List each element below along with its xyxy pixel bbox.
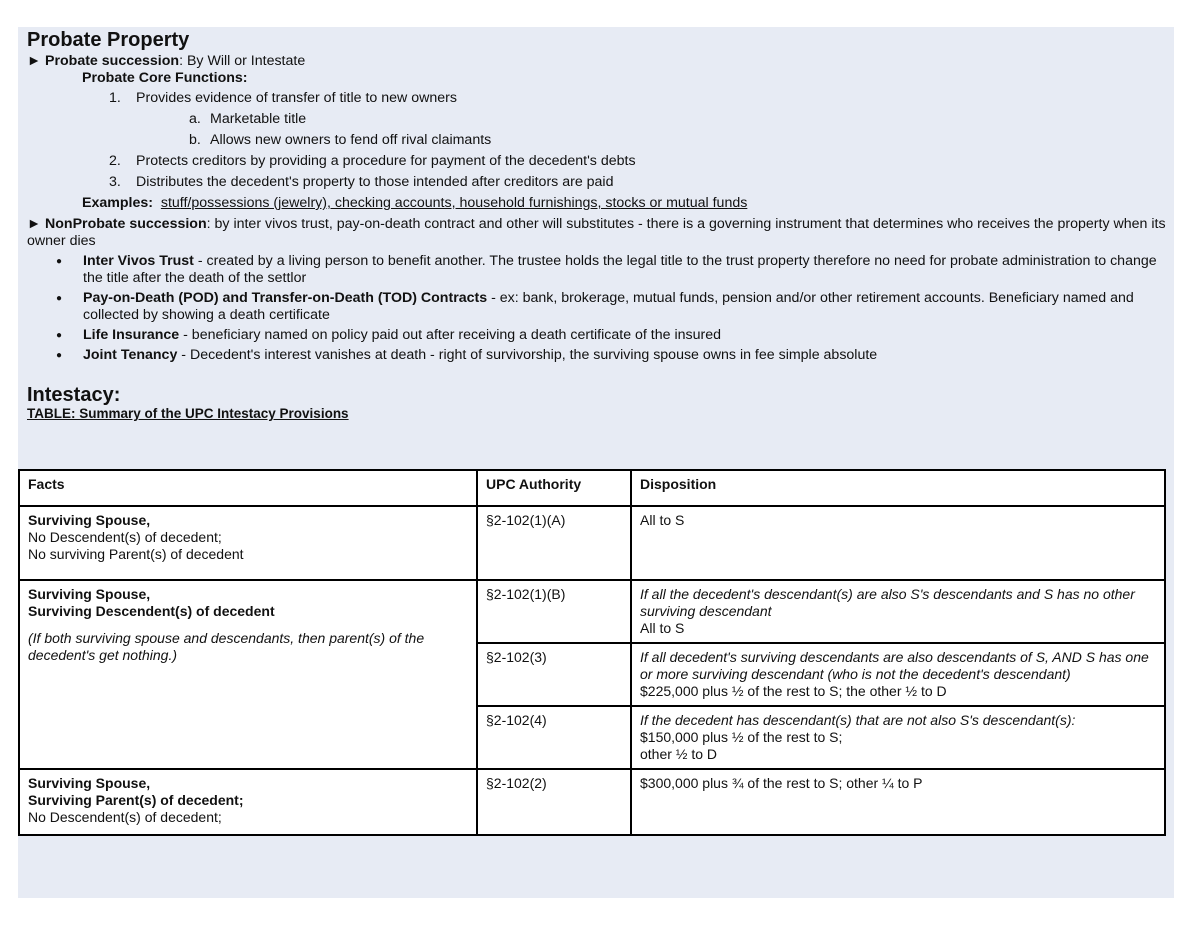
upc-intestacy-table [18,469,1166,836]
bullet-dot-icon: ● [56,330,63,341]
function-item-3: 3. Distributes the decedent's property to those intended after creditors are paid [109,174,614,190]
probate-core-functions-label: Probate Core Functions: [82,70,248,86]
function-subitem-b: b. Allows new owners to fend off rival claimants [189,132,492,148]
disposition-cell: If all decedent's surviving descendants are also descendants of S, AND S has one or more surviving descendant (who is not the decedent's descendant) $225,000 plus ½ of the rest to S; the other ½ to D [631,643,1165,706]
authority-cell: §2-102(4) [477,706,631,769]
probate-examples-line [27,195,1168,212]
header-upc-authority: UPC Authority [477,470,631,506]
table-row [19,506,1165,580]
authority-cell: §2-102(1)(A) [477,506,631,580]
table-caption: TABLE: Summary of the UPC Intestacy Provisions [27,406,349,421]
bullet-dot-icon: ● [56,293,63,304]
list-item-inter-vivos-trust: ● Inter Vivos Trust - created by a living person to benefit another. The trustee holds the legal title to the trust property therefore no need for probate administration to change the title after the death of the settlor [56,253,1157,286]
header-disposition: Disposition [631,470,1165,506]
list-item-joint-tenancy: ● Joint Tenancy - Decedent's interest vanishes at death - right of survivorship, the surviving spouse owns in fee simple absolute [56,347,878,363]
table-row [19,580,1165,643]
bullet-dot-icon: ● [56,350,63,361]
bullet-dot-icon: ● [56,256,63,267]
table-row [19,769,1165,835]
header-facts: Facts [19,470,477,506]
probate-succession-label: Probate succession [45,53,180,69]
disposition-cell: All to S [631,506,1165,580]
section-title-intestacy: Intestacy: [27,384,121,406]
list-item-pod-tod-contracts: ● Pay-on-Death (POD) and Transfer-on-Death (TOD) Contracts - ex: bank, brokerage, mutual funds, pension and/or other retirement accounts. Beneficiary named and collected by showing a death certificate [56,290,1134,323]
examples-label: Examples: [82,195,153,211]
arrow-bullet-icon: ► [27,216,42,232]
facts-cell: Surviving Spouse, No Descendent(s) of decedent; No surviving Parent(s) of decedent [19,506,477,580]
authority-cell: §2-102(1)(B) [477,580,631,643]
disposition-cell: If the decedent has descendant(s) that are not also S's descendant(s): $150,000 plus ½ of the rest to S; other ½ to D [631,706,1165,769]
nonprobate-succession-paragraph [27,216,1168,250]
probate-succession-line [27,53,1168,70]
arrow-bullet-icon: ► [27,53,42,69]
function-item-2: 2. Protects creditors by providing a procedure for payment of the decedent's debts [109,153,636,169]
probate-succession-text: : By Will or Intestate [179,53,306,69]
function-subitem-a: a. Marketable title [189,111,307,127]
examples-text: stuff/possessions (jewelry), checking accounts, household furnishings, stocks or mutual funds [160,195,748,211]
nonprobate-text: : by inter vivos trust, pay-on-death contract and other will substitutes - there is a governing instrument that determines who receives the property when its owner dies [27,216,1166,249]
facts-cell: Surviving Spouse, Surviving Descendent(s) of decedent (If both surviving spouse and descendants, then parent(s) of the decedent's get nothing.) [19,580,477,769]
section-title-probate: Probate Property [27,29,190,51]
nonprobate-label: NonProbate succession [45,216,207,232]
disposition-cell: If all the decedent's descendant(s) are also S's descendants and S has no other surviving descendant All to S [631,580,1165,643]
list-item-life-insurance: ● Life Insurance - beneficiary named on policy paid out after receiving a death certificate of the insured [56,327,722,343]
authority-cell: §2-102(3) [477,643,631,706]
function-item-1: 1. Provides evidence of transfer of title to new owners [109,90,457,106]
document-page [18,27,1174,898]
document-body [27,27,1168,421]
authority-cell: §2-102(2) [477,769,631,835]
facts-cell: Surviving Spouse, Surviving Parent(s) of decedent; No Descendent(s) of decedent; [19,769,477,835]
disposition-cell: $300,000 plus ¾ of the rest to S; other ¼ to P [631,769,1165,835]
table-header-row [19,470,1165,506]
